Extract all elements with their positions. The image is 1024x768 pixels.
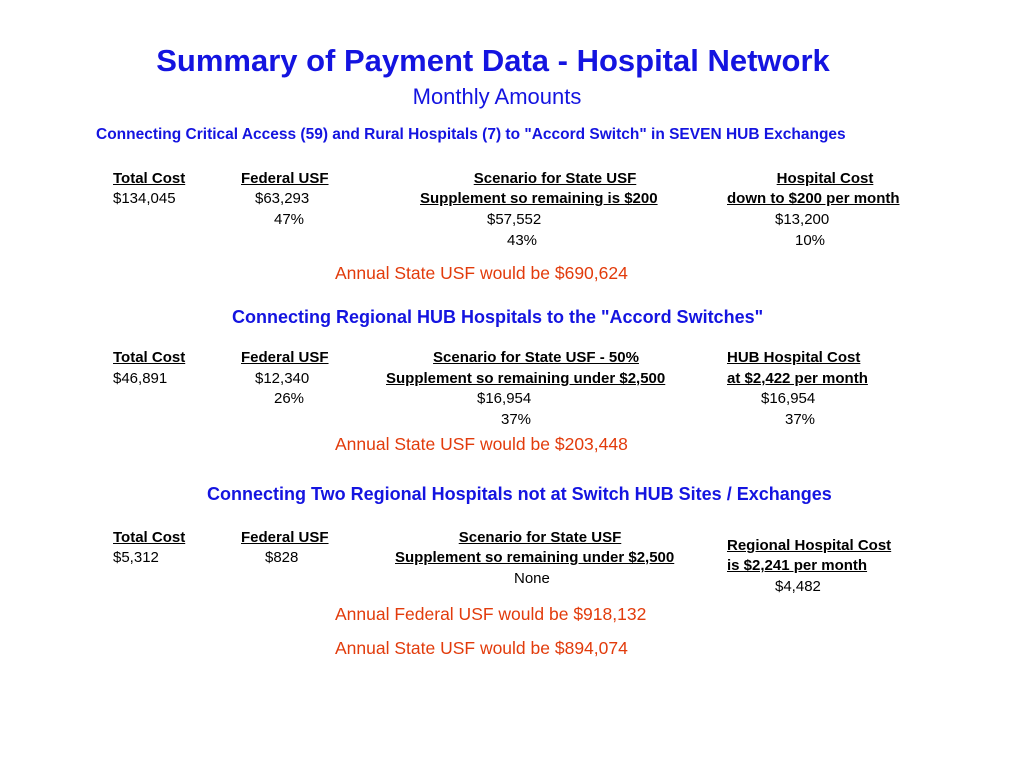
page-title: Summary of Payment Data - Hospital Network — [156, 43, 830, 78]
section2-hospital-label-2: at $2,422 per month — [727, 370, 868, 387]
section1-total-cost-label: Total Cost — [113, 170, 186, 187]
section2-total-cost-value: $46,891 — [113, 370, 168, 387]
section1-state-value: $57,552 — [487, 211, 542, 228]
section2-state-label-2: Supplement so remaining under $2,500 — [386, 370, 666, 387]
section3-heading: Connecting Two Regional Hospitals not at Switch HUB Sites / Exchanges — [207, 484, 832, 504]
section2-federal-pct: 26% — [274, 390, 305, 407]
section1-heading: Connecting Critical Access (59) and Rural Hospitals (7) to "Accord Switch" in SEVEN HUB Exchanges — [96, 126, 846, 143]
section3-state-label-2: Supplement so remaining under $2,500 — [395, 549, 675, 566]
section1-federal-value: $63,293 — [255, 190, 310, 207]
section1-state-label-1: Scenario for State USF — [473, 170, 637, 187]
section2-state-label-1: Scenario for State USF - 50% — [433, 349, 639, 366]
section1-state-pct: 43% — [507, 232, 538, 249]
section2-total-cost-label: Total Cost — [113, 349, 186, 366]
section2-hospital-value: $16,954 — [761, 390, 816, 407]
section2-hospital-label-1: HUB Hospital Cost — [727, 349, 861, 366]
section1-hospital-label-2: down to $200 per month — [727, 190, 900, 207]
section1-hospital-pct: 10% — [795, 232, 826, 249]
section2-hospital-pct: 37% — [785, 411, 816, 428]
section3-annual-federal: Annual Federal USF would be $918,132 — [335, 604, 647, 624]
section2-state-pct: 37% — [501, 411, 532, 428]
section1-hospital-label-1: Hospital Cost — [776, 170, 874, 187]
section1-federal-label: Federal USF — [241, 170, 329, 187]
section3-state-label-1: Scenario for State USF — [458, 529, 622, 546]
section3-total-cost-label: Total Cost — [113, 529, 186, 546]
section2-annual-state: Annual State USF would be $203,448 — [335, 434, 628, 454]
section1-total-cost-value: $134,045 — [113, 190, 176, 207]
section2-state-value: $16,954 — [477, 390, 532, 407]
section3-hospital-label-2: is $2,241 per month — [727, 557, 868, 574]
section3-state-value: None — [514, 570, 550, 587]
section3-federal-value: $828 — [265, 549, 299, 566]
section3-federal-label: Federal USF — [241, 529, 329, 546]
section2-federal-label: Federal USF — [241, 349, 329, 366]
section3-hospital-label-1: Regional Hospital Cost — [727, 537, 892, 554]
section2-heading: Connecting Regional HUB Hospitals to the "Accord Switches" — [232, 307, 764, 327]
section3-total-cost-value: $5,312 — [113, 549, 159, 566]
page-subtitle: Monthly Amounts — [412, 84, 582, 109]
section1-state-label-2: Supplement so remaining is $200 — [420, 190, 658, 207]
section2-federal-value: $12,340 — [255, 370, 310, 387]
section1-hospital-value: $13,200 — [775, 211, 830, 228]
section3-annual-state: Annual State USF would be $894,074 — [335, 638, 628, 658]
section1-federal-pct: 47% — [274, 211, 305, 228]
section1-annual-state: Annual State USF would be $690,624 — [335, 263, 628, 283]
section3-hospital-value: $4,482 — [775, 578, 821, 595]
